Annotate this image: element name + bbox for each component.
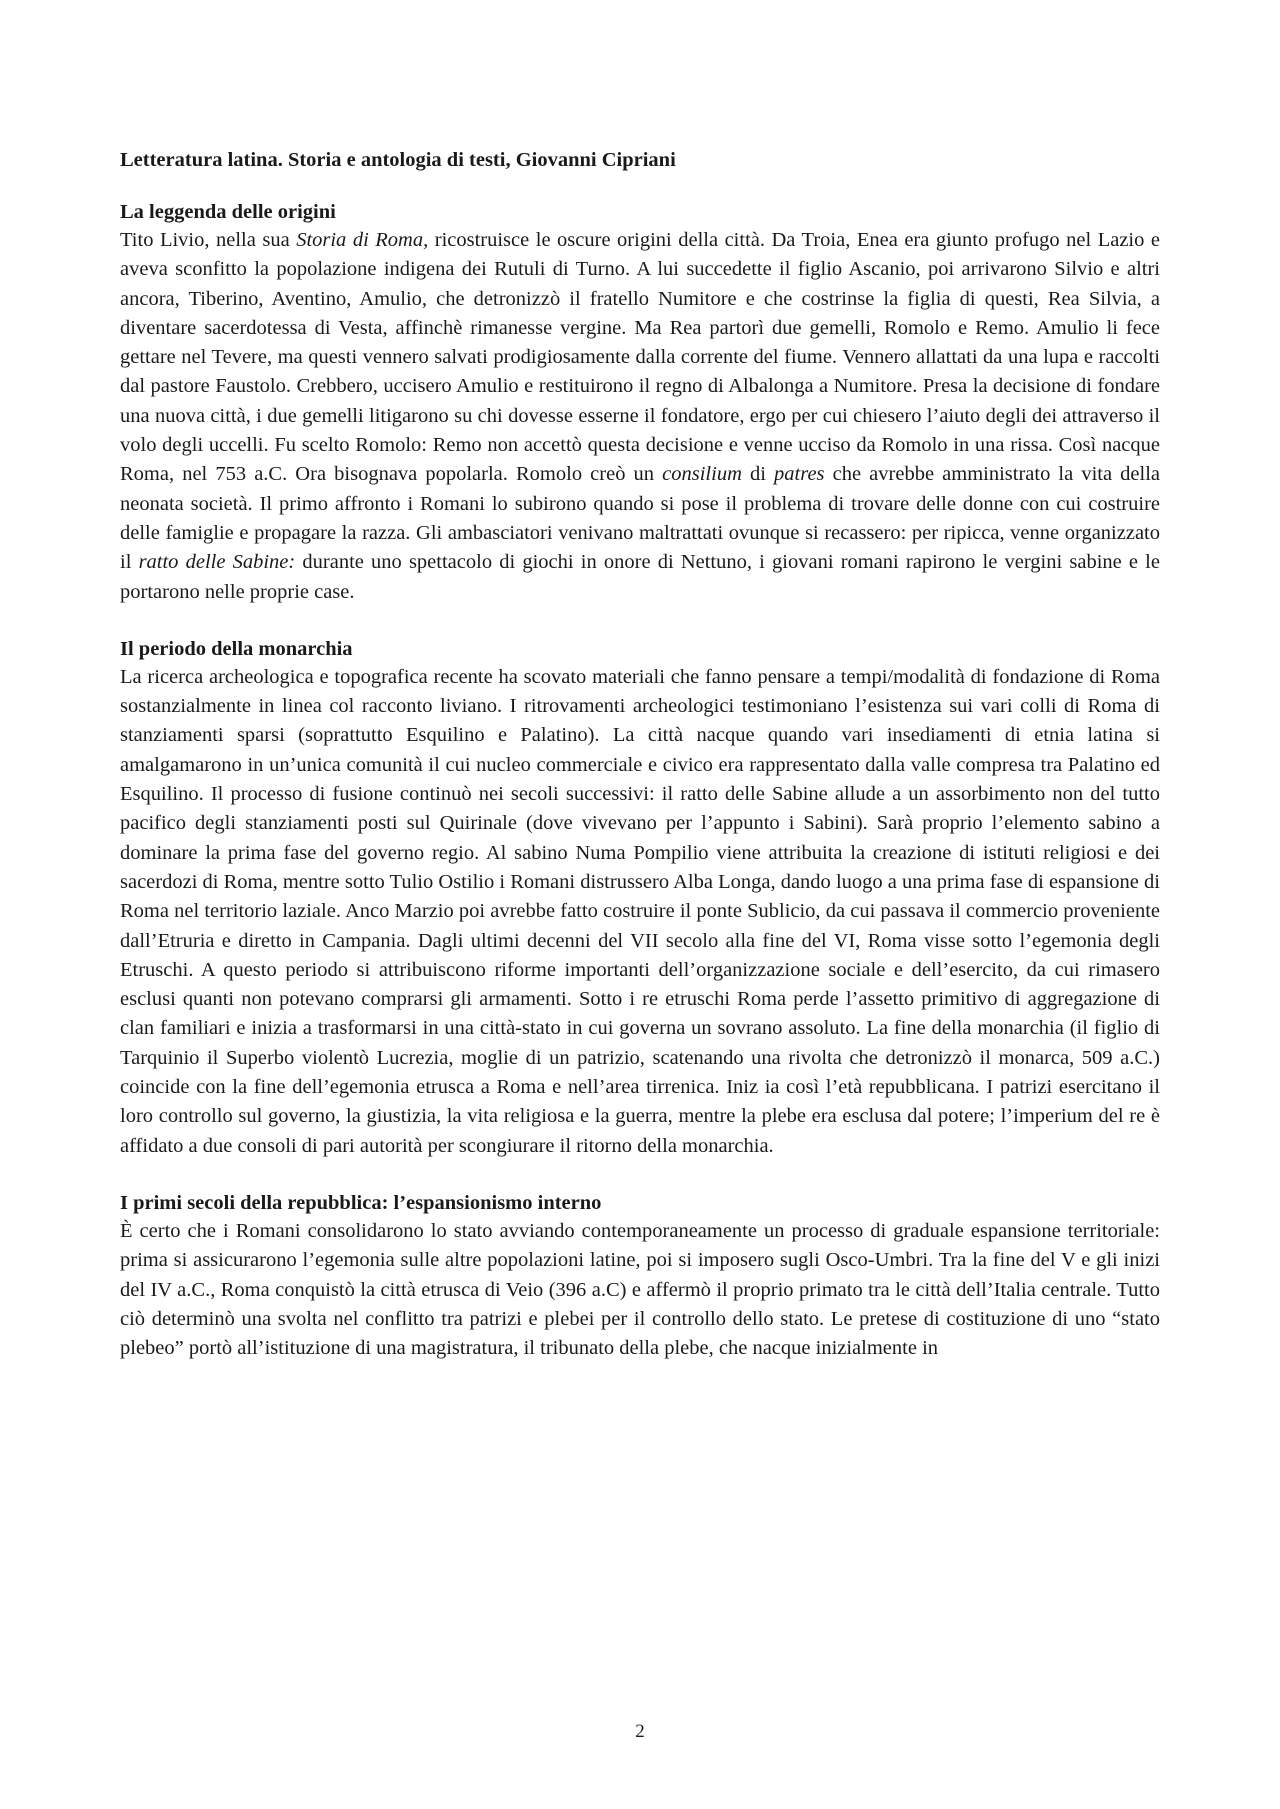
section-heading: Il periodo della monarchia xyxy=(120,637,353,660)
text-segment: durante uno spettacolo di giochi in onore di Nettuno, i giovani romani rapirono le vergini sabine e le portarono nelle proprie case. xyxy=(120,551,1160,603)
text-segment: La ricerca archeologica e topografica recente ha scovato materiali che fanno pensare a tempi/modalità di fondazione di Roma sostanzialmente in linea col racconto liviano. I ritrovamenti archeologici testimoniano l’esistenza sui vari colli di Roma di stanziamenti sparsi (soprattutto Esquilino e Palatino). La città nacque quando vari insediamenti di etnia latina si amalgamarono in un’unica comunità il cui nucleo commerciale e civico era rappresentato dalla valle compresa tra Palatino ed Esquilino. Il processo di fusione continuò nei secoli successivi: il ratto delle Sabine allude a un assorbimento non del tutto pacifico degli stanziamenti posti sul Quirinale (dove vivevano per l’appunto i Sabini). Sarà proprio l’elemento sabino a dominare la prima fase del governo regio. Al sabino Numa Pompilio viene attribuita la creazione di istituti religiosi e dei sacerdozi di Roma, mentre sotto Tulio Ostilio i Romani distrussero Alba Longa, dando luogo a una prima fase di espansione di Roma nel territorio laziale. Anco Marzio poi avrebbe fatto costruire il ponte Sublicio, da cui passava il commercio proveniente dall’Etruria e diretto in Campania. Dagli ultimi decenni del VII secolo alla fine del VI, Roma visse sotto l’egemonia degli Etruschi. A questo periodo si attribuiscono riforme importanti dell’organizzazione sociale e dell’esercito, da cui rimasero esclusi quanti non potevano comprarsi gli armamenti. Sotto i re etruschi Roma perde l’assetto primitivo di aggregazione di clan familiari e inizia a trasformarsi in una città-stato in cui governa un sovrano assoluto. La fine della monarchia (il figlio di Tarquinio il Superbo violentò Lucrezia, moglie di un patrizio, scatenando una rivolta che detronizzò il monarca, 509 a.C.) coincide con la fine dell’egemonia etrusca a Roma e nell’area tirrenica. Iniz ia così l’età repubblicana. I patrizi esercitano il loro controllo sul governo, la giustizia, la vita religiosa e la guerra, mentre la plebe era esclusa dal potere; l’imperium del re è affidato a due consoli di pari autorità per scongiurare il ritorno della monarchia. xyxy=(120,665,1160,1157)
text-segment: che avrebbe amministrato la vita della neonata società. Il primo affronto i Romani lo subirono quando si pose il problema di trovare delle donne con cui costruire delle famiglie e propagare la razza. Gli ambasciatori venivano maltrattati ovunque si recassero: per ripicca, venne organizzato il xyxy=(120,463,1161,574)
italic-segment: Storia di Roma, xyxy=(296,229,429,251)
section-republic xyxy=(120,1189,1160,1363)
italic-segment: patres xyxy=(774,463,825,486)
page-number: 2 xyxy=(635,1721,645,1742)
section-origins xyxy=(120,198,1160,607)
text-segment: È certo che i Romani consolidarono lo stato avviando contemporaneamente un processo di graduale espansione territoriale: prima si assicurarono l’egemonia sulle altre popolazioni latine, poi si imposero sugli Osco-Umbri. Tra la fine del V e gli inizi del IV a.C., Roma conquistò la città etrusca di Veio (396 a.C) e affermò il proprio primato tra le città dell’Italia centrale. Tutto ciò determinò una svolta nel conflitto tra patrizi e plebei per il controllo dello stato. Le pretese di costituzione di uno “stato plebeo” portò all’istituzione di una magistratura, il tribunato della plebe, che nacque inizialmente in xyxy=(120,1219,1160,1360)
text-segment: di xyxy=(741,463,775,486)
section-paragraph xyxy=(120,1217,1160,1363)
italic-segment: ratto delle Sabine: xyxy=(138,551,296,574)
document-page xyxy=(120,146,1160,1391)
section-paragraph xyxy=(120,226,1160,607)
document-title: Letteratura latina. Storia e antologia di testi, Giovanni Cipriani xyxy=(120,149,676,171)
italic-segment: consilium xyxy=(662,463,742,486)
section-paragraph xyxy=(120,663,1160,1161)
text-segment: ricostruisce le oscure origini della città. Da Troia, Enea era giunto profugo nel Lazio e aveva sconfitto la popolazione indigena dei Rutuli di Turno. A lui succedette il figlio Ascanio, poi arrivarono Silvio e altri ancora, Tiberino, Aventino, Amulio, che detronizzò il fratello Numitore e che costrinse la figlia di questi, Rea Silvia, a diventare sacerdotessa di Vesta, affinchè rimanesse vergine. Ma Rea partorì due gemelli, Romolo e Remo. Amulio li fece gettare nel Tevere, ma questi vennero salvati prodigiosamente dalla corrente del fiume. Vennero allattati da una lupa e raccolti dal pastore Faustolo. Crebbero, uccisero Amulio e restituirono il regno di Albalonga a Numitore. Presa la decisione di fondare una nuova città, i due gemelli litigarono su chi dovesse esserne il fondatore, ergo per cui chiesero l’aiuto degli dei attraverso il volo degli uccelli. Fu scelto Romolo: Remo non accettò questa decisione e venne ucciso da Romolo in una rissa. Così nacque Roma, nel 753 a.C. Ora bisognava popolarla. Romolo creò un xyxy=(120,229,1160,486)
section-heading: La leggenda delle origini xyxy=(120,201,336,223)
section-monarchy xyxy=(120,635,1160,1161)
text-segment: Tito Livio, nella sua xyxy=(120,229,297,251)
section-heading: I primi secoli della repubblica: l’espansionismo interno xyxy=(120,1191,602,1214)
